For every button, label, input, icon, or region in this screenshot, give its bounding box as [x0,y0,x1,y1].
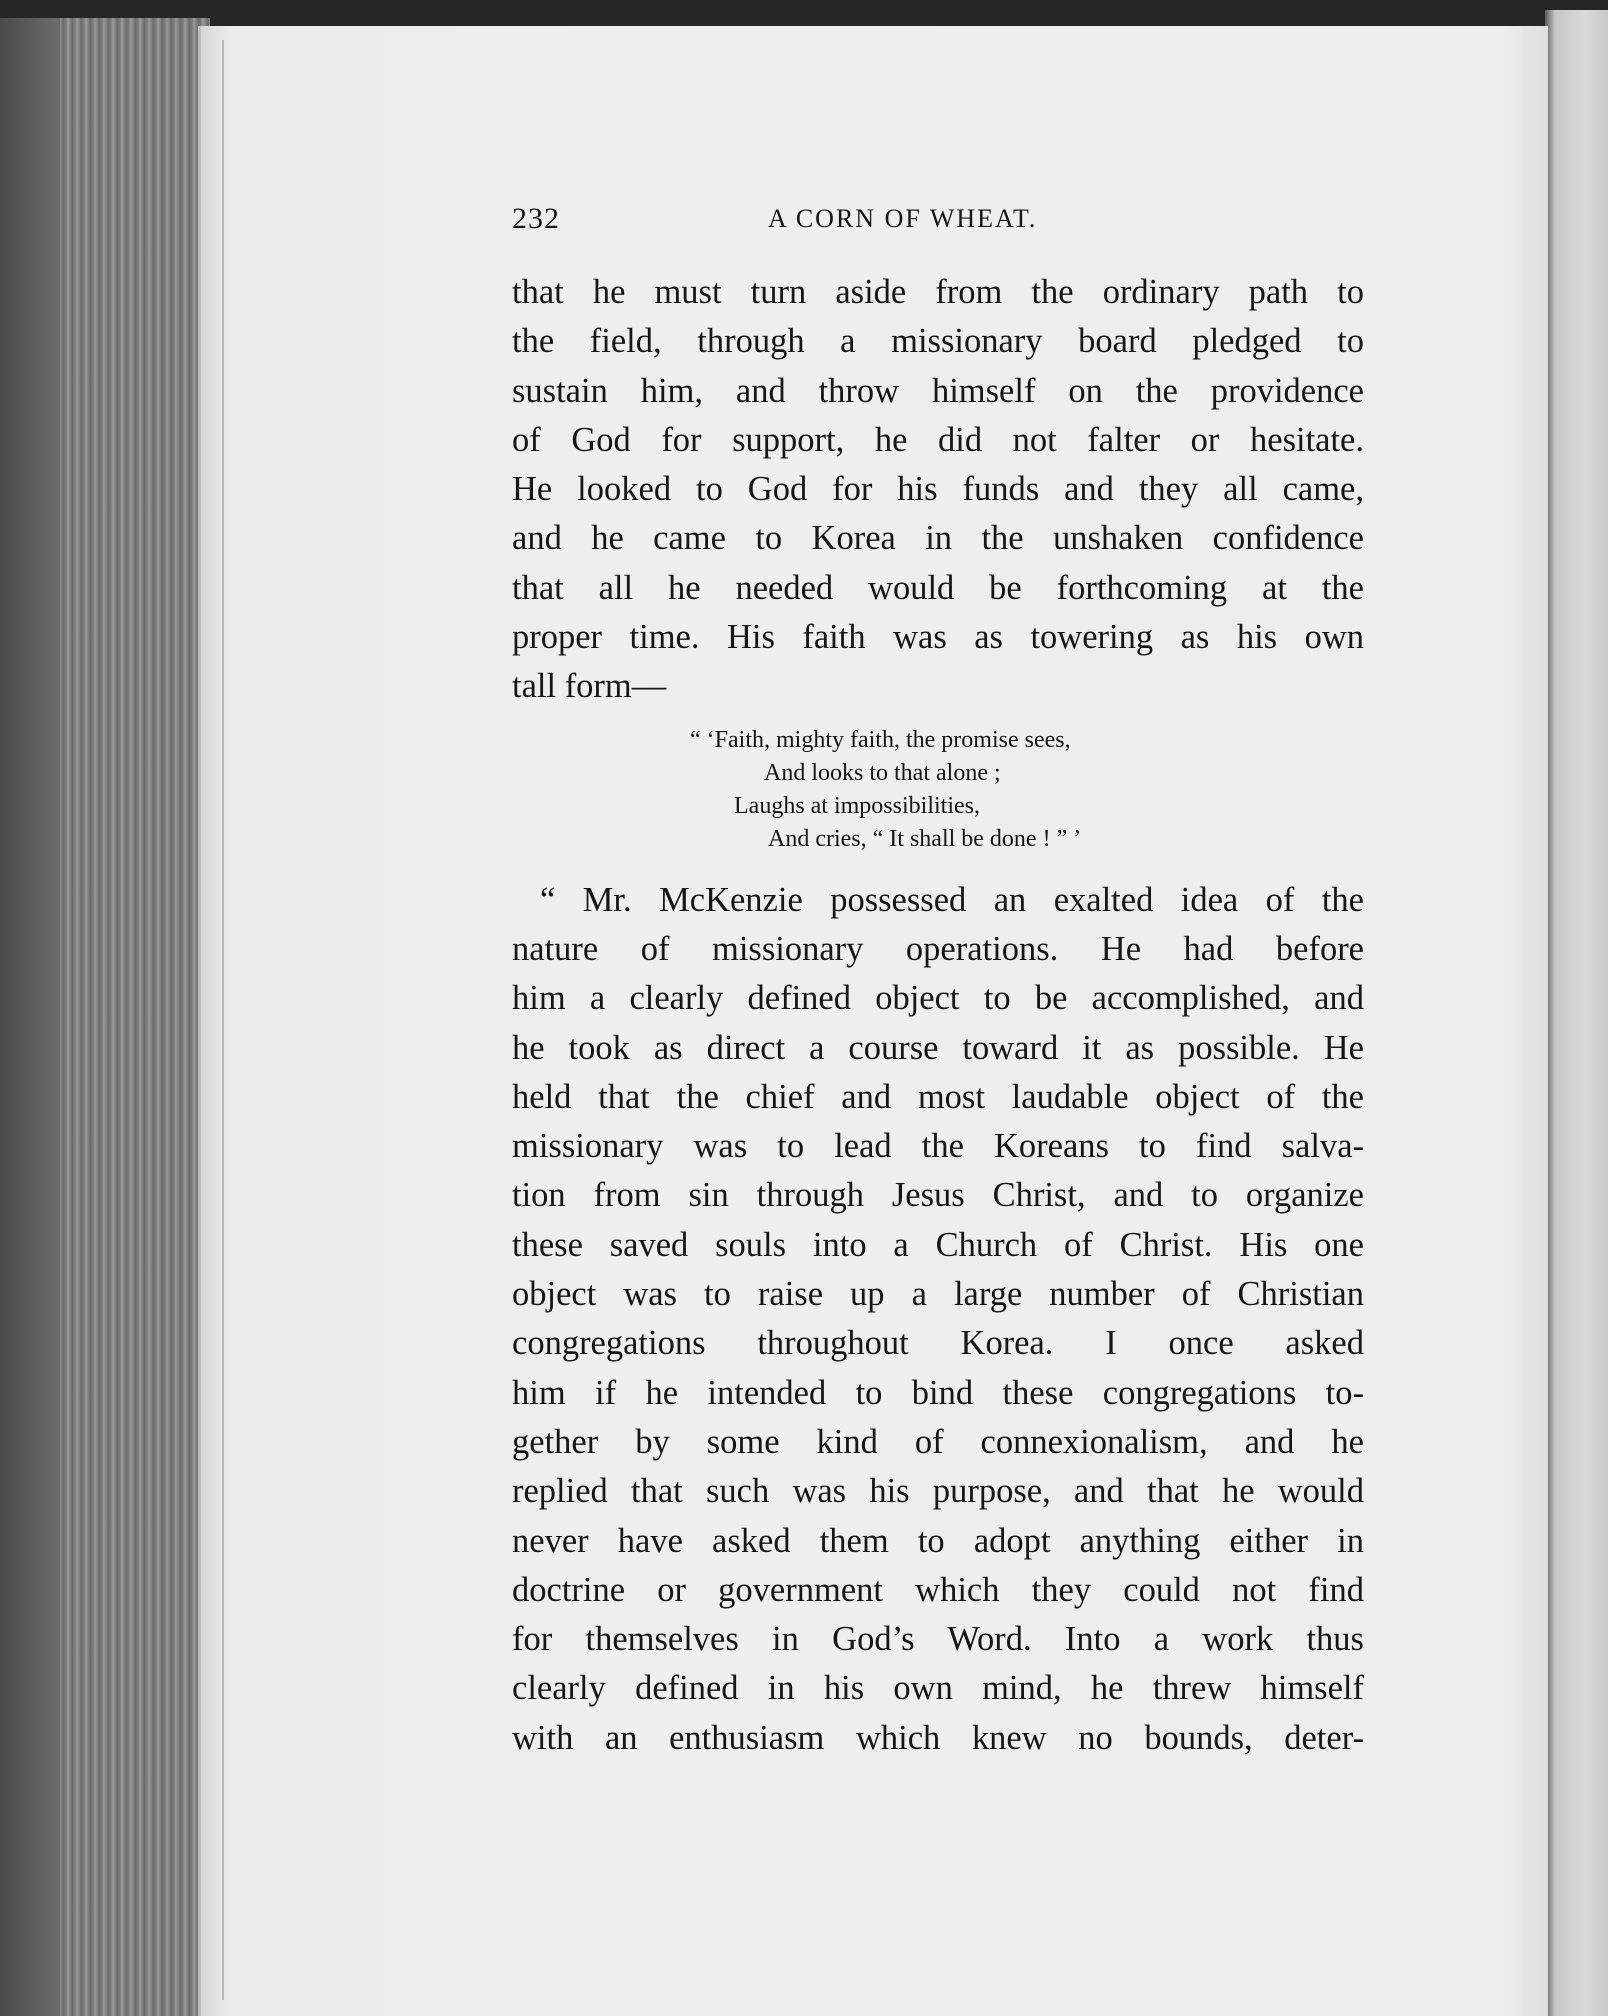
verse-line: “ ‘Faith, mighty faith, the promise sees, [690,726,1071,753]
text-line: missionary was to lead the Koreans to find salva- [512,1127,1364,1166]
text-line: sustain him, and throw himself on the providence [512,371,1364,410]
text-line: proper time. His faith was as towering as his own [512,618,1364,657]
text-line: “ Mr. McKenzie possessed an exalted idea of the [540,880,1364,919]
text-line: that all he needed would be forthcoming at the [512,568,1364,607]
text-line: for themselves in God’s Word. Into a work thus [512,1620,1364,1659]
text-line: with an enthusiasm which knew no bounds, deter- [512,1718,1364,1757]
page-gutter [222,40,224,2000]
text-line: never have asked them to adopt anything either in [512,1521,1364,1560]
text-line: him a clearly defined object to be accomplished, and [512,979,1364,1018]
book-page-edges [0,18,210,2016]
text-line: replied that such was his purpose, and that he would [512,1472,1364,1511]
text-line: tion from sin through Jesus Christ, and to organize [512,1176,1364,1215]
facing-page-edge [1545,10,1608,2016]
text-line: He looked to God for his funds and they all came, [512,470,1364,509]
verse-line: And looks to that alone ; [764,759,1001,786]
verse-line: And cries, “ It shall be done ! ” ’ [768,825,1082,852]
text-line: object was to raise up a large number of Christian [512,1275,1364,1314]
verse-line: Laughs at impossibilities, [734,792,980,819]
text-line: these saved souls into a Church of Christ. His one [512,1225,1364,1264]
page-number: 232 [512,202,560,235]
text-line: gether by some kind of connexionalism, and he [512,1422,1364,1461]
running-title: A CORN OF WHEAT. [768,204,1038,233]
text-line: of God for support, he did not falter or hesitate. [512,420,1364,459]
text-line: and he came to Korea in the unshaken confidence [512,519,1364,558]
text-line: congregations throughout Korea. I once asked [512,1324,1364,1363]
text-line: tall form— [512,667,667,706]
backdrop [0,0,1608,26]
text-line: clearly defined in his own mind, he threw himself [512,1669,1364,1708]
text-line: held that the chief and most laudable object of the [512,1077,1364,1116]
text-line: that he must turn aside from the ordinary path to [512,273,1364,311]
text-line: him if he intended to bind these congregations to- [512,1373,1364,1412]
text-line: the field, through a missionary board pledged to [512,322,1364,361]
paragraph-1 [512,268,1364,712]
text-line: nature of missionary operations. He had before [512,929,1364,968]
text-line: doctrine or government which they could not find [512,1570,1364,1609]
text-line: he took as direct a course toward it as possible. He [512,1028,1364,1067]
page-text [512,202,1364,1763]
paragraph-2 [512,876,1364,1763]
quoted-verse [512,724,1364,856]
running-head [512,202,1364,252]
